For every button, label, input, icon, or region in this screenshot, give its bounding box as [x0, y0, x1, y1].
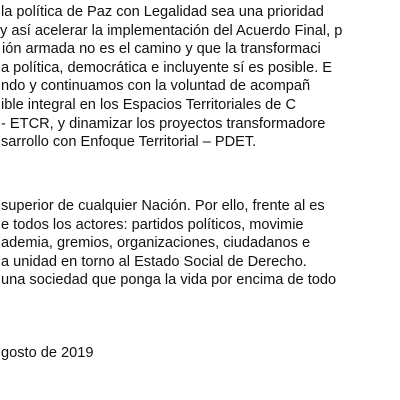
text-line: - ETCR, y dinamizar los proyectos transformadore — [1, 115, 326, 132]
text-line: ión armada no es el camino y que la transformaci — [2, 41, 321, 58]
text-line: sarrollo con Enfoque Territorial – PDET. — [1, 134, 257, 151]
text-line: superior de cualquier Nación. Por ello, frente al es — [1, 198, 325, 214]
paragraph-2 — [0, 197, 335, 290]
date-line — [0, 344, 93, 363]
text-line: una sociedad que ponga la vida por encima de todo — [1, 272, 337, 289]
text-line: ademia, gremios, organizaciones, ciudadanos e — [1, 235, 311, 252]
paragraph-1 — [0, 3, 342, 152]
text-line: ndo y continuamos con la voluntad de acompañ — [1, 78, 311, 95]
text-line: e todos los actores: partidos políticos, movimie — [1, 216, 304, 233]
text-line: a política, democrática e incluyente sí es posible. E — [1, 59, 332, 76]
text-line: a unidad en torno al Estado Social de Derecho. — [1, 253, 311, 270]
text-line: y así acelerar la implementación del Acuerdo Final, p — [0, 22, 343, 39]
text-line: la política de Paz con Legalidad sea una prioridad — [1, 4, 324, 20]
date-text: gosto de 2019 — [1, 345, 94, 361]
text-line: ible integral en los Espacios Territoriales de C — [1, 96, 296, 113]
